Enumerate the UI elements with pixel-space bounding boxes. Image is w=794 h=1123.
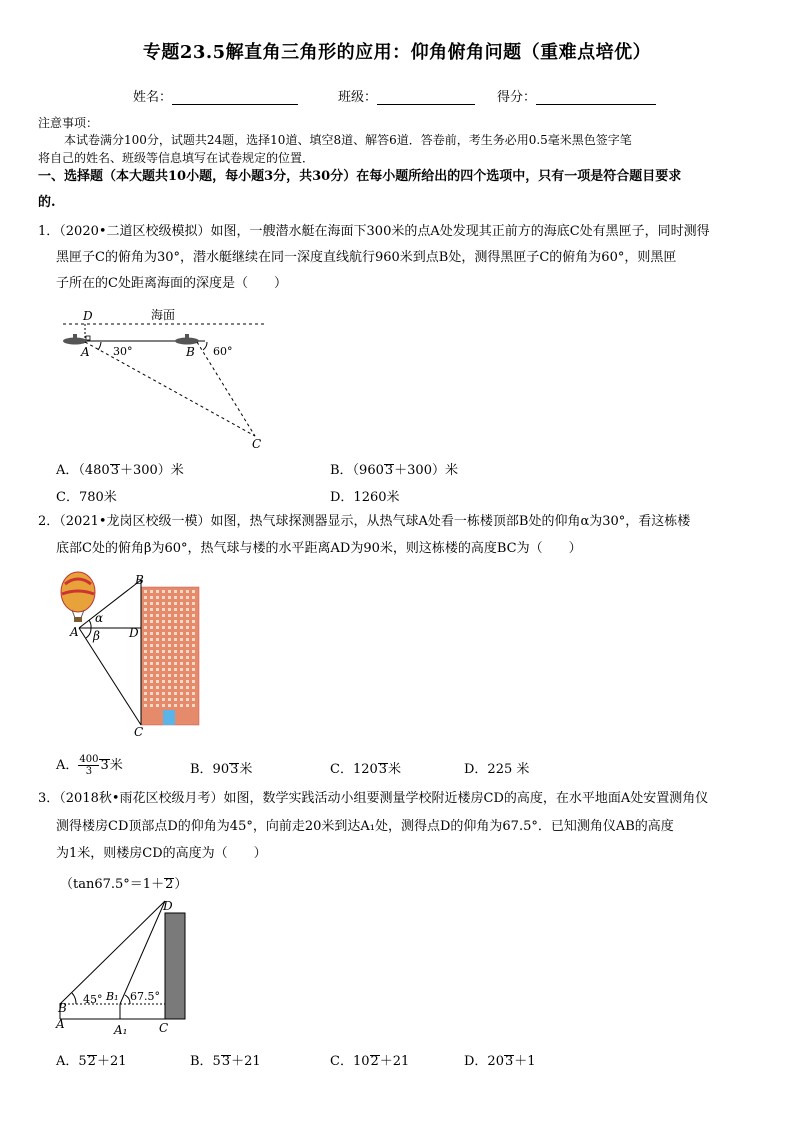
section1-line2: 的. xyxy=(38,195,56,210)
label-b1: B₁ xyxy=(106,990,119,1003)
building-window xyxy=(192,704,195,707)
building-window xyxy=(180,656,183,659)
building-window xyxy=(156,650,159,653)
building-window xyxy=(186,590,189,593)
building-window xyxy=(144,614,147,617)
building-window xyxy=(156,614,159,617)
building-window xyxy=(168,656,171,659)
q2-line1: 2．（2021•龙岗区校级一模）如图，热气球探测器显示，从热气球A处看一栋楼顶部B处的仰角α为30°，看这栋楼 xyxy=(38,514,691,529)
building-window xyxy=(168,596,171,599)
label-b: B xyxy=(58,1001,67,1015)
angle-beta-arc xyxy=(86,628,91,638)
building-window xyxy=(192,620,195,623)
building-window xyxy=(180,692,183,695)
notice-line2: 将自己的姓名、班级等信息填写在试卷规定的位置． xyxy=(38,151,315,165)
building-window xyxy=(180,650,183,653)
building-window xyxy=(156,692,159,695)
q1-line3: 子所在的C处距离海面的深度是（ ） xyxy=(56,276,287,291)
building-window xyxy=(174,644,177,647)
q2-option-d[interactable]: D．225 米 xyxy=(464,762,530,777)
building-window xyxy=(168,608,171,611)
building-window xyxy=(168,602,171,605)
building-window xyxy=(186,596,189,599)
building-window xyxy=(168,662,171,665)
building-window xyxy=(168,668,171,671)
building-window xyxy=(156,626,159,629)
building-window xyxy=(168,632,171,635)
building-window xyxy=(144,596,147,599)
building-window xyxy=(162,644,165,647)
building-window xyxy=(186,644,189,647)
building-window xyxy=(162,614,165,617)
label-a1: A₁ xyxy=(114,1023,128,1037)
building-window xyxy=(150,698,153,701)
building-window xyxy=(144,662,147,665)
building-window xyxy=(168,698,171,701)
building-window xyxy=(192,680,195,683)
building-window xyxy=(156,686,159,689)
building-window xyxy=(174,686,177,689)
name-field[interactable] xyxy=(133,86,298,105)
building-window xyxy=(180,638,183,641)
building-window xyxy=(180,680,183,683)
q3-line3: 为1米，则楼房CD的高度为（ ） xyxy=(56,846,267,861)
building-window xyxy=(150,626,153,629)
building-window xyxy=(162,590,165,593)
building-window xyxy=(168,626,171,629)
building-window xyxy=(144,680,147,683)
building-window xyxy=(180,644,183,647)
building-window xyxy=(180,704,183,707)
building-window xyxy=(186,668,189,671)
building-window xyxy=(180,668,183,671)
line-ac xyxy=(79,628,141,725)
label-d: D xyxy=(163,899,173,913)
building-window xyxy=(174,650,177,653)
building-window xyxy=(192,656,195,659)
building-window xyxy=(162,632,165,635)
building-window xyxy=(186,632,189,635)
building-window xyxy=(156,656,159,659)
building-window xyxy=(150,668,153,671)
building-window xyxy=(186,620,189,623)
q1-line1: 1．（2020•二道区校级模拟）如图，一艘潜水艇在海面下300米的点A处发现其正前方的海底C处有黑匣子，同时测得 xyxy=(38,224,710,239)
building-window xyxy=(156,602,159,605)
building-window xyxy=(144,644,147,647)
building-window xyxy=(192,590,195,593)
building-window xyxy=(192,602,195,605)
q3-option-d[interactable]: D．203＋1 xyxy=(464,1054,536,1069)
building-window xyxy=(192,650,195,653)
building-window xyxy=(156,590,159,593)
building-window xyxy=(168,638,171,641)
building-window xyxy=(150,620,153,623)
q3-option-a[interactable]: A．52＋21 xyxy=(56,1054,127,1069)
building-window xyxy=(144,674,147,677)
building-window xyxy=(192,686,195,689)
building-window xyxy=(180,614,183,617)
building-window xyxy=(168,644,171,647)
label-c: C xyxy=(134,725,144,739)
building-window xyxy=(174,626,177,629)
building-window xyxy=(174,596,177,599)
building-window xyxy=(174,668,177,671)
q3-option-b[interactable]: B．53＋21 xyxy=(190,1054,261,1069)
building-window xyxy=(162,692,165,695)
building-window xyxy=(180,626,183,629)
building-window xyxy=(162,596,165,599)
building-window xyxy=(186,698,189,701)
building-window xyxy=(192,674,195,677)
building-window xyxy=(150,674,153,677)
label-d: D xyxy=(129,626,139,640)
building-window xyxy=(192,644,195,647)
building-window xyxy=(186,602,189,605)
building-window xyxy=(156,638,159,641)
building-window xyxy=(150,608,153,611)
q2-option-c[interactable]: C．1203米 xyxy=(330,762,402,777)
building-window xyxy=(192,626,195,629)
building-window xyxy=(192,596,195,599)
building-window xyxy=(156,680,159,683)
building-window xyxy=(174,692,177,695)
building-window xyxy=(150,656,153,659)
building-window xyxy=(162,686,165,689)
q3-line1: 3．（2018秋•雨花区校级月考）如图，数学实践活动小组要测量学校附近楼房CD的高度，在水平地面A处安置测角仪 xyxy=(38,791,709,806)
score-blank[interactable] xyxy=(536,90,656,105)
building-window xyxy=(174,662,177,665)
building-window xyxy=(168,674,171,677)
building-window xyxy=(150,650,153,653)
page-title: 专题23.5解直角三角形的应用：仰角俯角问题（重难点培优） xyxy=(142,42,652,63)
building-window xyxy=(168,650,171,653)
building-cd xyxy=(165,913,185,1019)
building-window xyxy=(180,620,183,623)
building-window xyxy=(180,698,183,701)
building-window xyxy=(162,674,165,677)
right-angle-mark xyxy=(86,336,90,340)
label-c: C xyxy=(252,437,262,451)
angle-45-arc xyxy=(72,993,76,1004)
hot-air-balloon-icon xyxy=(61,572,95,622)
building-window xyxy=(168,620,171,623)
line-b1d xyxy=(120,901,165,1004)
q3-option-c[interactable]: C．102＋21 xyxy=(330,1054,410,1069)
building-window xyxy=(144,620,147,623)
label-angle-45: 45° xyxy=(83,993,103,1006)
notice-heading: 注意事项： xyxy=(38,116,99,130)
notice-line1: 本试卷满分100分，试题共24题，选择10道、填空8道、解答6道．答卷前，考生务必用0.5毫米黑色签字笔 xyxy=(64,133,632,147)
building-window xyxy=(150,680,153,683)
label-a: A xyxy=(56,1017,65,1031)
building-window xyxy=(144,608,147,611)
building-window xyxy=(144,638,147,641)
building-window xyxy=(192,638,195,641)
building-window xyxy=(192,692,195,695)
building-window xyxy=(186,626,189,629)
building-window xyxy=(144,698,147,701)
building-window xyxy=(174,602,177,605)
building-window xyxy=(168,680,171,683)
building-window xyxy=(174,638,177,641)
building-window xyxy=(168,686,171,689)
submarine-a-icon xyxy=(63,334,87,345)
building-window xyxy=(150,686,153,689)
building-window xyxy=(174,680,177,683)
building-window xyxy=(156,632,159,635)
building-window xyxy=(186,662,189,665)
building-window xyxy=(186,680,189,683)
label-sea: 海面 xyxy=(151,308,176,322)
building-window xyxy=(180,674,183,677)
building-window xyxy=(162,680,165,683)
building-icon xyxy=(141,587,199,725)
angle-alpha-arc xyxy=(89,620,91,628)
label-angle-b: 60° xyxy=(213,345,233,358)
name-label: 姓名： xyxy=(133,90,173,105)
building-window xyxy=(186,650,189,653)
building-window xyxy=(192,662,195,665)
building-window xyxy=(144,626,147,629)
building-window xyxy=(144,668,147,671)
building-window xyxy=(174,656,177,659)
q2-figure xyxy=(55,570,205,740)
building-window xyxy=(180,602,183,605)
building-window xyxy=(150,632,153,635)
building-window xyxy=(174,590,177,593)
q1-option-d[interactable]: D．1260米 xyxy=(330,490,400,505)
building-window xyxy=(144,686,147,689)
building-window xyxy=(162,650,165,653)
building-window xyxy=(156,704,159,707)
building-window xyxy=(180,686,183,689)
building-window xyxy=(174,704,177,707)
building-window xyxy=(186,608,189,611)
building-window xyxy=(150,644,153,647)
building-window xyxy=(186,638,189,641)
score-label: 得分： xyxy=(497,90,537,105)
building-window xyxy=(162,620,165,623)
building-window xyxy=(150,596,153,599)
building-window xyxy=(150,638,153,641)
label-beta: β xyxy=(93,629,100,643)
label-d: D xyxy=(83,309,93,323)
building-window xyxy=(162,638,165,641)
building-window xyxy=(192,614,195,617)
angle-b-arc xyxy=(203,342,207,350)
building-window xyxy=(168,692,171,695)
label-b: B xyxy=(135,573,144,587)
building-window xyxy=(174,698,177,701)
building-window xyxy=(144,656,147,659)
score-field[interactable] xyxy=(497,86,656,105)
building-window xyxy=(168,704,171,707)
q1-figure xyxy=(55,304,275,454)
building-window xyxy=(144,602,147,605)
building-window xyxy=(174,620,177,623)
building-window xyxy=(192,632,195,635)
building-window xyxy=(192,608,195,611)
q1-line2: 黑匣子C的俯角为30°，潜水艇继续在同一深度直线航行960米到点B处，测得黑匣子C的俯角为60°，则黑匣 xyxy=(56,250,677,265)
building-window xyxy=(174,632,177,635)
angle-a-arc xyxy=(98,342,101,350)
label-angle-a: 30° xyxy=(113,345,133,358)
q3-hint: （tan67.5°＝1＋2） xyxy=(60,877,188,892)
section1-line1: 一、选择题（本大题共10小题，每小题3分，共30分）在每小题所给出的四个选项中，只有一项是符合题目要求 xyxy=(38,169,682,184)
class-blank[interactable] xyxy=(377,90,475,105)
label-angle-67: 67.5° xyxy=(130,990,160,1003)
building-window xyxy=(156,662,159,665)
building-window xyxy=(162,602,165,605)
label-a: A xyxy=(81,345,90,359)
building-window xyxy=(186,704,189,707)
building-window xyxy=(144,590,147,593)
name-blank[interactable] xyxy=(172,90,298,105)
q2-option-a[interactable]: A． $\frac{400}{3}$ 3米 xyxy=(56,754,123,777)
label-alpha: α xyxy=(95,611,104,625)
q1-option-a[interactable]: A．（4803＋300）米 xyxy=(56,463,184,478)
q1-option-b[interactable]: B．（9603＋300）米 xyxy=(330,463,458,478)
building-window xyxy=(144,632,147,635)
q3-figure xyxy=(50,896,200,1041)
submarine-b-icon xyxy=(175,334,199,345)
q3-line2: 测得楼房CD顶部点D的仰角为45°，向前走20米到达A₁处，测得点D的仰角为67.5°．已知测角仪AB的高度 xyxy=(56,819,674,834)
building-window xyxy=(186,656,189,659)
label-a: A xyxy=(70,625,79,639)
building-window xyxy=(162,608,165,611)
building-window xyxy=(174,674,177,677)
building-window xyxy=(180,590,183,593)
building-window xyxy=(162,668,165,671)
building-window xyxy=(156,596,159,599)
building-window xyxy=(162,656,165,659)
building-window xyxy=(144,704,147,707)
q1-option-c[interactable]: C．780米 xyxy=(56,490,117,505)
building-window xyxy=(162,698,165,701)
building-window xyxy=(144,650,147,653)
building-window xyxy=(186,692,189,695)
building-window xyxy=(150,614,153,617)
building-window xyxy=(156,668,159,671)
building-window xyxy=(156,644,159,647)
q2-line2: 底部C处的俯角β为60°，热气球与楼的水平距离AD为90米，则这栋楼的高度BC为（ ） xyxy=(56,541,582,556)
building-window xyxy=(180,608,183,611)
class-field[interactable] xyxy=(338,86,475,105)
building-window xyxy=(162,626,165,629)
building-window xyxy=(156,608,159,611)
building-window xyxy=(168,590,171,593)
building-window xyxy=(174,608,177,611)
building-window xyxy=(180,596,183,599)
building-window xyxy=(168,614,171,617)
building-window xyxy=(150,590,153,593)
building-window xyxy=(162,662,165,665)
label-c: C xyxy=(159,1021,169,1035)
building-window xyxy=(186,614,189,617)
q2-option-b[interactable]: B．903米 xyxy=(190,762,253,777)
building-window xyxy=(156,698,159,701)
building-window xyxy=(150,662,153,665)
building-window xyxy=(156,620,159,623)
building-window xyxy=(162,704,165,707)
building-window xyxy=(180,662,183,665)
building-window xyxy=(150,692,153,695)
building-window xyxy=(156,674,159,677)
building-window xyxy=(192,698,195,701)
building-window xyxy=(150,704,153,707)
building-window xyxy=(192,668,195,671)
line-bd xyxy=(60,901,165,1004)
building-window xyxy=(186,674,189,677)
building-window xyxy=(186,686,189,689)
building-window xyxy=(150,602,153,605)
building-window xyxy=(180,632,183,635)
building-window xyxy=(144,692,147,695)
label-b: B xyxy=(186,345,195,359)
building-window xyxy=(174,614,177,617)
class-label: 班级： xyxy=(338,90,378,105)
